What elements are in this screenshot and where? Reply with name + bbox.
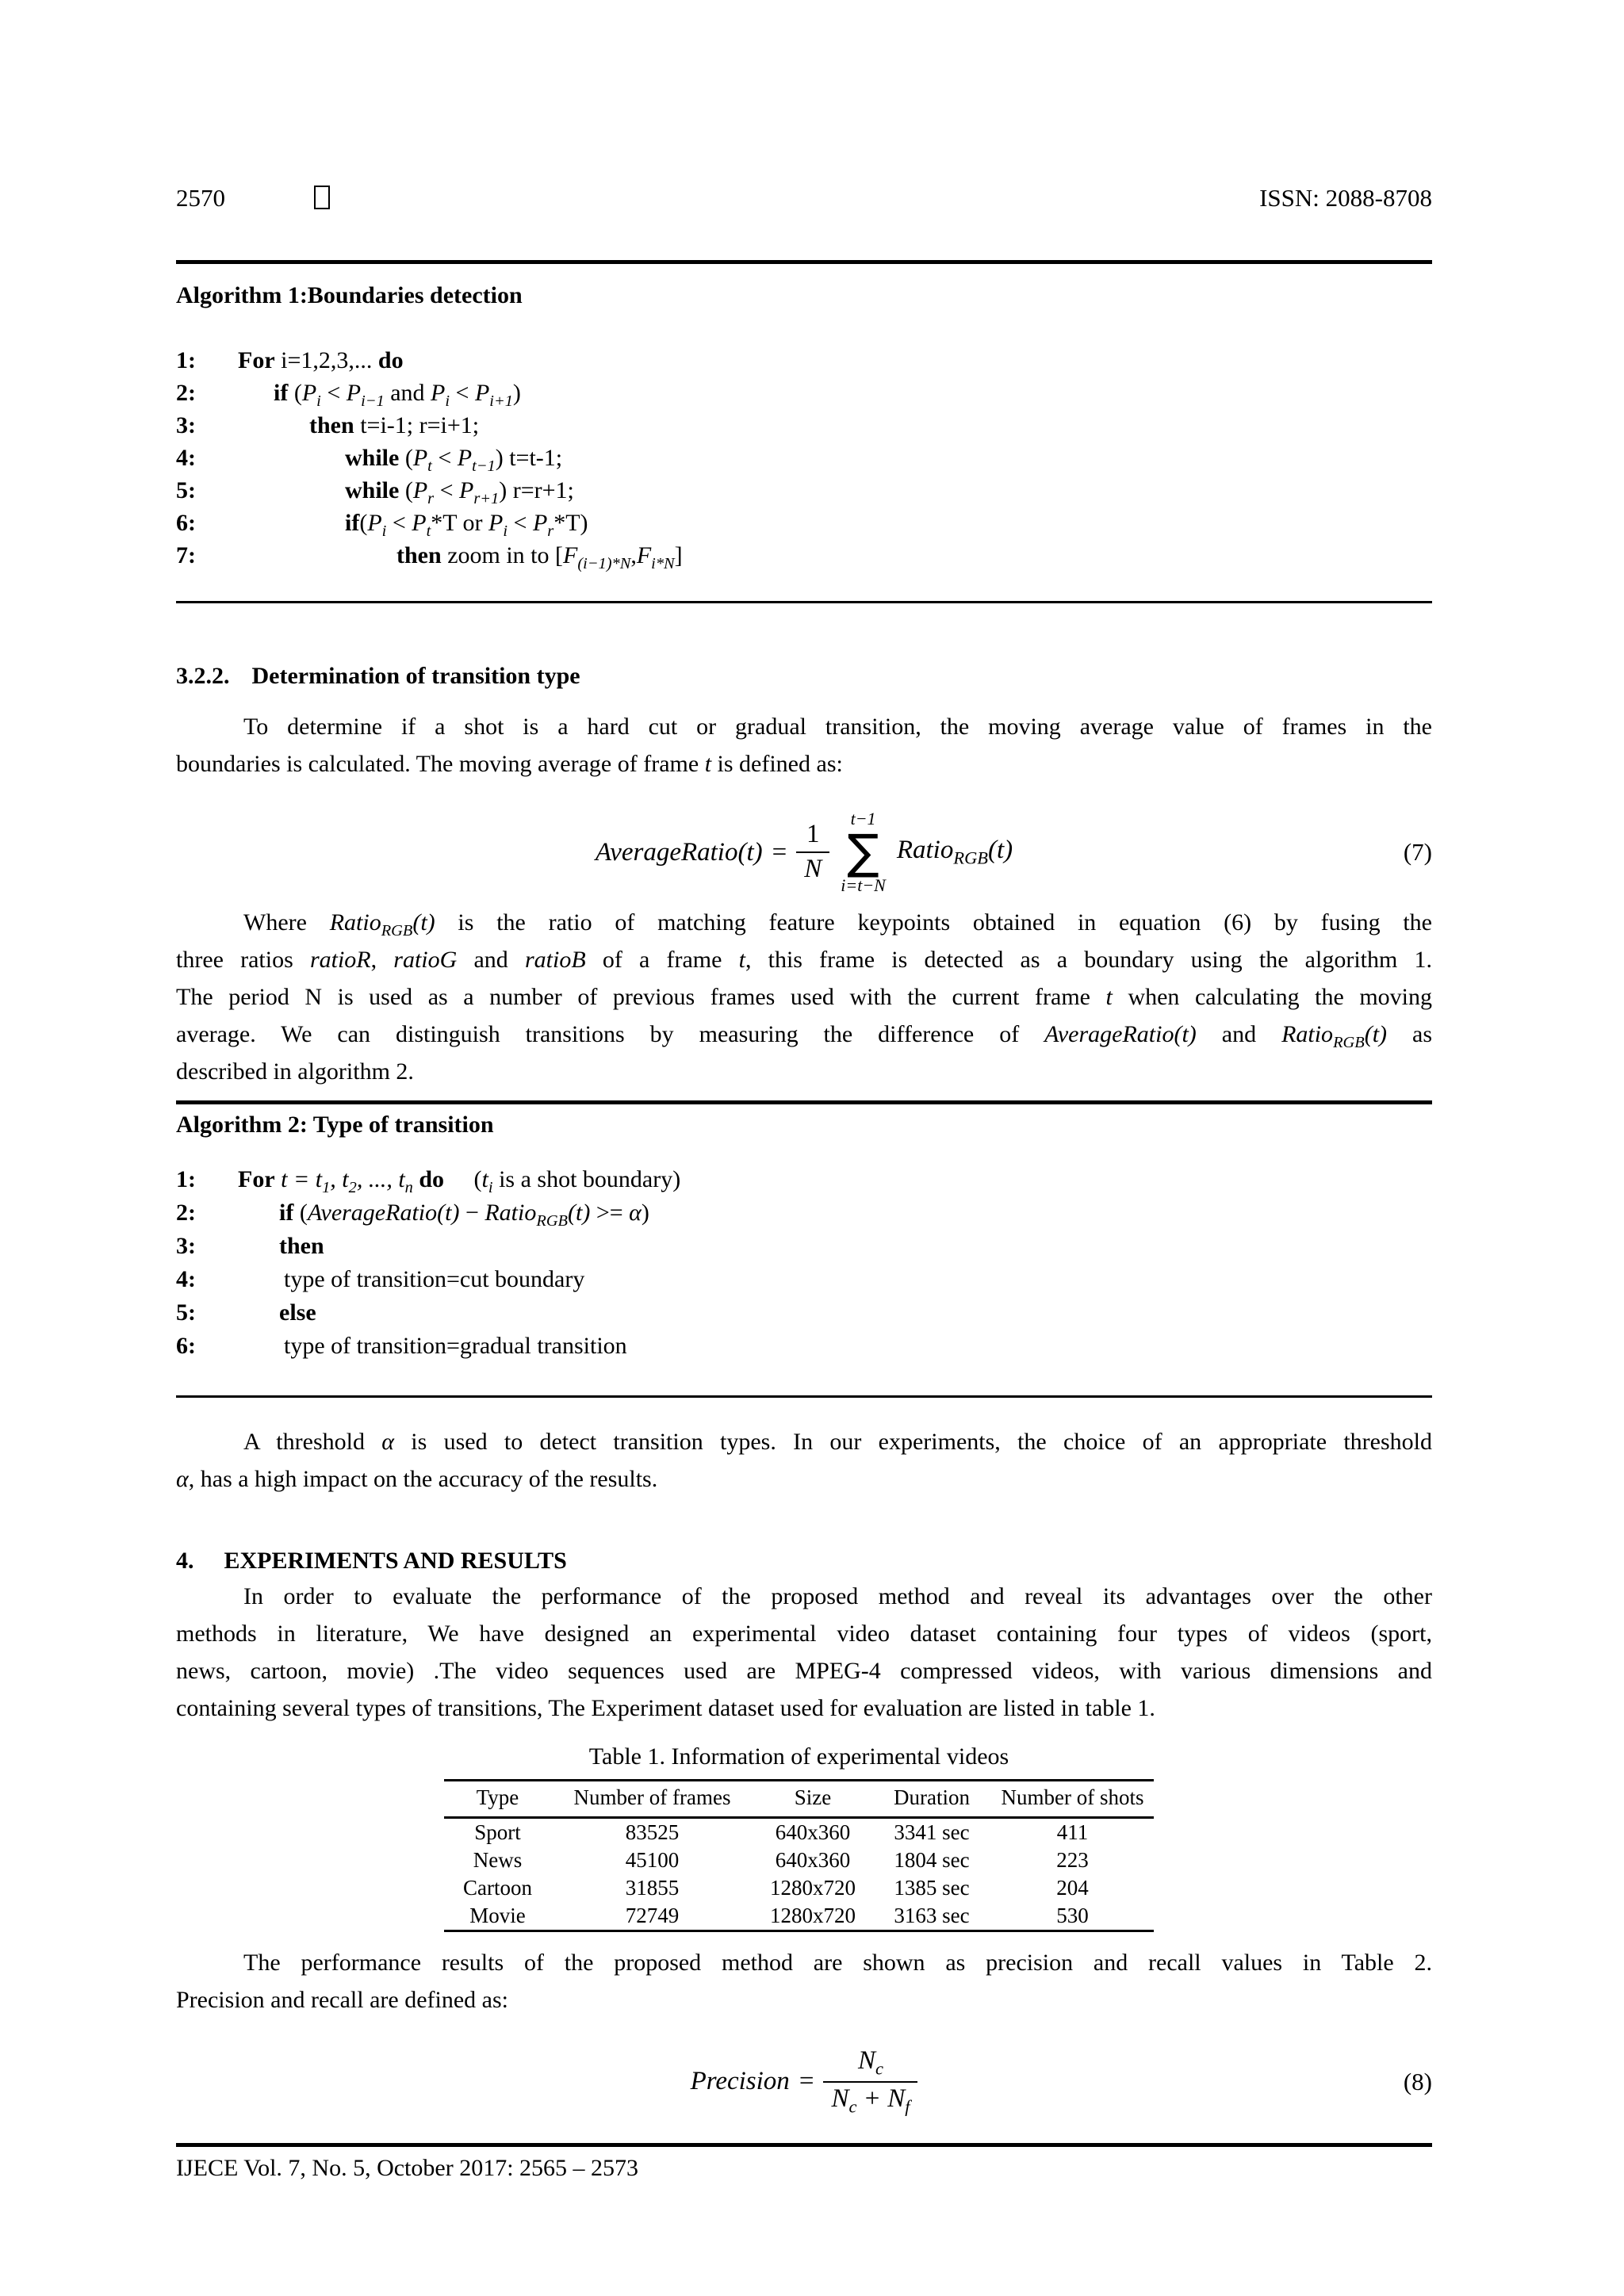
equation-7-body: AverageRatio(t) = $\frac{1}{N}$ t−1 ∑ i=t−N Ratio$_{RGB}$(t)	[595, 809, 1013, 895]
equation-number: (7)	[1403, 838, 1432, 866]
table-cell: 223	[1056, 1848, 1089, 1872]
algorithm-1	[176, 279, 1432, 572]
summation: t−1 ∑ i=t−N	[841, 809, 886, 895]
table-header-row	[444, 1781, 1154, 1818]
column-header: Type	[444, 1781, 551, 1818]
footer-rule	[176, 2143, 1432, 2147]
table-cell: 45100	[625, 1848, 680, 1872]
algorithm-1-line: 4: while $(P_t < P_{t-1})$ t=t-1;	[176, 445, 563, 475]
threshold-paragraph	[176, 1423, 1432, 1498]
table-cell: 1804 sec	[894, 1848, 970, 1872]
algorithm-2-line: 3: then	[176, 1233, 324, 1259]
paragraph-after-equation-7	[176, 904, 1432, 1090]
column-header: Duration	[872, 1781, 991, 1818]
page-footer: IJECE Vol. 7, No. 5, October 2017: 2565 – 2573	[176, 2155, 639, 2181]
paragraph-line: three ratios ratioR, ratioG and ratioB of a frame t, this frame is detected as a boundary using the algorithm 1.	[176, 947, 1432, 973]
table-cell: 1280x720	[770, 1876, 856, 1900]
algorithm-1-bottom-rule	[176, 601, 1432, 603]
table-cell: 31855	[625, 1876, 680, 1900]
table-cell: 530	[1056, 1904, 1089, 1927]
issn-label: ISSN: 2088-8708	[1259, 184, 1432, 212]
paragraph-line: Precision and recall are defined as:	[176, 1987, 508, 2013]
table-cell: News	[473, 1848, 523, 1872]
table-cell: 640x360	[775, 1848, 851, 1872]
sigma-symbol: ∑	[847, 824, 879, 880]
paragraph-line: α, has a high impact on the accuracy of the results.	[176, 1466, 658, 1492]
table-cell: 411	[1056, 1820, 1089, 1844]
column-header: Number of frames	[551, 1781, 753, 1818]
table-cell: 72749	[625, 1904, 680, 1927]
table-1	[444, 1779, 1154, 1932]
algorithm-1-line: 3: then t=i-1; r=i+1;	[176, 412, 480, 438]
paragraph-line: containing several types of transitions, The Experiment dataset used for evaluation are listed in table 1.	[176, 1695, 1155, 1721]
section-title: EXPERIMENTS AND RESULTS	[224, 1548, 567, 1574]
table-cell: Cartoon	[463, 1876, 532, 1900]
algorithm-2-line: 2: if (AverageRatio(t) − Ratio$_{RGB}$(t) >= α)	[176, 1200, 649, 1230]
paragraph-line: The performance results of the proposed method are shown as precision and recall values in Table 2.	[243, 1950, 1432, 1976]
table-cell: 83525	[625, 1820, 680, 1844]
table-row	[444, 1874, 1154, 1902]
table-1-caption: Table 1. Information of experimental videos	[588, 1743, 1009, 1770]
paragraph-line: boundaries is calculated. The moving average of frame t is defined as:	[176, 751, 843, 777]
table-row	[444, 1846, 1154, 1874]
paragraph-line: In order to evaluate the performance of the proposed method and reveal its advantages over the other	[243, 1583, 1432, 1609]
table-cell: 640x360	[775, 1820, 851, 1844]
section-3-2-2-paragraph	[176, 708, 1432, 783]
equation-8	[176, 2028, 1432, 2135]
algorithm-2-line: 5: else	[176, 1299, 316, 1326]
performance-paragraph	[176, 1944, 1432, 2019]
table-cell: Movie	[469, 1904, 526, 1927]
section-4-heading	[176, 1544, 1432, 1578]
paragraph-line: described in algorithm 2.	[176, 1058, 414, 1085]
paragraph-line: methods in literature, We have designed an experimental video dataset containing four types of videos (sport,	[176, 1621, 1432, 1647]
table-cell: 3163 sec	[894, 1904, 970, 1927]
paragraph-line: To determine if a shot is a hard cut or gradual transition, the moving average value of frames in the	[243, 714, 1432, 740]
table-cell: Sport	[474, 1820, 521, 1844]
equation-8-body: Precision = $\frac{N_c}{N_c + N_f}$	[691, 2046, 918, 2117]
section-3-2-2-heading	[176, 660, 1432, 693]
algorithm-1-line: 5: while $(P_r < P_{r+1})$ r=r+1;	[176, 477, 574, 507]
algorithm-1-line: 2: if ($P_i < P_{i-1}$ and $P_i < P_{i+1}$)	[176, 380, 521, 410]
section-number: 4.	[176, 1548, 194, 1574]
box-glyph	[314, 186, 330, 209]
table-cell: 1280x720	[770, 1904, 856, 1927]
algorithm-2	[176, 1108, 1432, 1363]
paragraph-line: A threshold α is used to detect transition types. In our experiments, the choice of an appropriate threshold	[243, 1429, 1432, 1455]
header-rule	[176, 260, 1432, 264]
paragraph-line: Where Ratio$_{RGB}$(t) is the ratio of matching feature keypoints obtained in equation (6) by fusing the	[243, 909, 1432, 939]
algorithm-2-line: 1: For $t = t_1$, $t_2$, ..., $t_n$ do ($t_i$ is a shot boundary)	[176, 1166, 681, 1196]
table-row	[444, 1818, 1154, 1847]
table-cell: 204	[1056, 1876, 1089, 1900]
page-header	[176, 184, 1432, 212]
section-number: 3.2.2.	[176, 663, 230, 689]
algorithm-2-title: Algorithm 2: Type of transition	[176, 1112, 494, 1138]
table-row	[444, 1902, 1154, 1931]
algorithm-2-bottom-rule	[176, 1395, 1432, 1398]
column-header: Number of shots	[991, 1781, 1154, 1818]
section-4-paragraph	[176, 1578, 1432, 1727]
algorithm-1-line: 1: For i=1,2,3,... do	[176, 347, 404, 373]
algorithm-2-line: 4: type of transition=cut boundary	[176, 1266, 585, 1292]
algorithm-2-top-rule	[176, 1100, 1432, 1104]
section-title: Determination of transition type	[251, 663, 580, 689]
paragraph-line: news, cartoon, movie) .The video sequences used are MPEG-4 compressed videos, with various dimensions and	[176, 1658, 1432, 1684]
paragraph-line: The period N is used as a number of previous frames used with the current frame t when calculating the moving	[176, 984, 1433, 1010]
table-cell: 3341 sec	[894, 1820, 970, 1844]
column-header: Size	[753, 1781, 872, 1818]
page-number: 2570	[176, 184, 225, 212]
paragraph-line: average. We can distinguish transitions by measuring the difference of AverageRatio(t) and Ratio$_{RGB}$(t) as	[176, 1021, 1432, 1051]
algorithm-1-line: 6: $if(P_i < P_t*T$ or $P_i < P_r*T$)	[176, 510, 588, 540]
algorithm-1-title: Algorithm 1:Boundaries detection	[176, 282, 523, 308]
algorithm-1-line: 7: then zoom in to $[F_{(i-1)*N},F_{i*N}]$	[176, 542, 683, 572]
fraction: $\frac{1}{N}$	[796, 820, 829, 885]
fraction: $\frac{N_c}{N_c + N_f}$	[823, 2046, 917, 2117]
equation-7	[176, 793, 1432, 912]
equation-number: (8)	[1403, 2067, 1432, 2095]
table-cell: 1385 sec	[894, 1876, 970, 1900]
algorithm-2-line: 6: type of transition=gradual transition	[176, 1333, 627, 1359]
